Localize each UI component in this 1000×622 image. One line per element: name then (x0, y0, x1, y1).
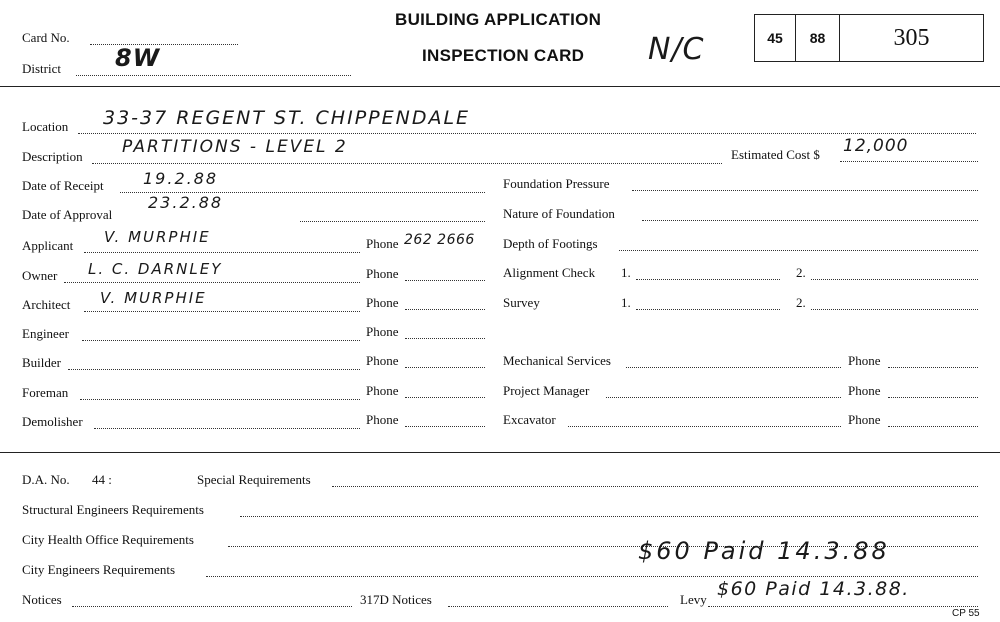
date-approval-value: 23.2.88 (148, 193, 224, 212)
excavator-phone-field (888, 426, 978, 427)
card-no-field (90, 44, 238, 45)
box-cell-a: 45 (755, 15, 796, 61)
district-label: District (22, 61, 61, 76)
architect-value: V. MURPHIE (100, 289, 207, 307)
engineer-field (82, 340, 360, 341)
levy-value: $60 Paid 14.3.88. (717, 578, 910, 600)
da-value: 44 : (92, 472, 112, 487)
alignment-2-field (811, 279, 978, 280)
foreman-field (80, 399, 360, 400)
levy-field (708, 606, 978, 607)
owner-phone-field (405, 280, 485, 281)
engineer-label: Engineer (22, 326, 69, 341)
builder-phone-label: Phone (366, 353, 399, 368)
foreman-phone-field (405, 397, 485, 398)
estimated-cost-field (840, 161, 978, 162)
alignment-check-label: Alignment Check (503, 265, 596, 280)
card-number-box (754, 14, 984, 62)
survey-2-label: 2. (796, 295, 806, 310)
estimated-cost-value: 12,000 (843, 136, 909, 156)
alignment-2-label: 2. (796, 265, 806, 280)
applicant-label: Applicant (22, 238, 74, 253)
city-engineers-label: City Engineers Requirements (22, 562, 176, 577)
owner-field (64, 282, 360, 283)
notices-317d-label: 317D Notices (360, 592, 432, 607)
depth-footings-label: Depth of Footings (503, 236, 598, 251)
estimated-cost-label: Estimated Cost $ (731, 147, 820, 162)
applicant-phone-value: 262 2666 (404, 232, 475, 248)
owner-phone-label: Phone (366, 266, 399, 281)
alignment-1-label: 1. (621, 265, 631, 280)
mechanical-label: Mechanical Services (503, 353, 611, 368)
title-line2: INSPECTION CARD (422, 46, 585, 65)
foundation-pressure-field (632, 190, 978, 191)
builder-phone-field (405, 367, 485, 368)
title-line1: BUILDING APPLICATION (395, 10, 602, 29)
builder-field (68, 369, 360, 370)
description-field (92, 163, 722, 164)
architect-field (84, 311, 360, 312)
city-engineers-note: $60 Paid 14.3.88 (638, 537, 890, 565)
excavator-phone-label: Phone (848, 412, 881, 427)
project-manager-phone-label: Phone (848, 383, 881, 398)
box-cell-b: 88 (796, 15, 840, 61)
survey-1-label: 1. (621, 295, 631, 310)
nature-foundation-field (642, 220, 978, 221)
architect-phone-label: Phone (366, 295, 399, 310)
architect-phone-field (405, 309, 485, 310)
excavator-field (568, 426, 841, 427)
engineer-phone-field (405, 338, 485, 339)
survey-2-field (811, 309, 978, 310)
date-approval-field (300, 221, 485, 222)
builder-label: Builder (22, 355, 61, 370)
description-label: Description (22, 149, 83, 164)
structural-label: Structural Engineers Requirements (22, 502, 204, 517)
survey-label: Survey (503, 295, 540, 310)
notices-field (72, 606, 352, 607)
city-engineers-field (206, 576, 978, 577)
lower-rule (0, 452, 1000, 453)
special-requirements-label: Special Requirements (197, 472, 311, 487)
nature-foundation-label: Nature of Foundation (503, 206, 615, 221)
owner-value: L. C. DARNLEY (88, 260, 223, 278)
notices-317d-field (448, 606, 668, 607)
alignment-1-field (636, 279, 780, 280)
demolisher-phone-label: Phone (366, 412, 399, 427)
mechanical-phone-label: Phone (848, 353, 881, 368)
demolisher-label: Demolisher (22, 414, 83, 429)
date-receipt-value: 19.2.88 (143, 169, 219, 188)
location-field (78, 133, 976, 134)
notices-label: Notices (22, 592, 62, 607)
project-manager-phone-field (888, 397, 978, 398)
description-value: PARTITIONS - LEVEL 2 (122, 137, 348, 157)
applicant-value: V. MURPHIE (104, 228, 211, 246)
engineer-phone-label: Phone (366, 324, 399, 339)
survey-1-field (636, 309, 780, 310)
box-cell-number: 305 (893, 24, 930, 51)
applicant-field (84, 252, 360, 253)
demolisher-phone-field (405, 426, 485, 427)
project-manager-label: Project Manager (503, 383, 590, 398)
location-value: 33-37 REGENT ST. CHIPPENDALE (103, 107, 471, 129)
date-receipt-label: Date of Receipt (22, 178, 104, 193)
card-no-label: Card No. (22, 30, 70, 45)
owner-label: Owner (22, 268, 58, 283)
depth-footings-field (619, 250, 978, 251)
structural-field (240, 516, 978, 517)
nc-mark: N/C (648, 32, 705, 67)
foreman-label: Foreman (22, 385, 69, 400)
district-value: 8W (115, 44, 161, 72)
special-requirements-field (332, 486, 978, 487)
project-manager-field (606, 397, 841, 398)
city-health-label: City Health Office Requirements (22, 532, 194, 547)
excavator-label: Excavator (503, 412, 556, 427)
header-rule (0, 86, 1000, 87)
levy-label: Levy (680, 592, 707, 607)
date-approval-label: Date of Approval (22, 207, 113, 222)
da-label: D.A. No. (22, 472, 70, 487)
mechanical-phone-field (888, 367, 978, 368)
architect-label: Architect (22, 297, 71, 312)
applicant-phone-label: Phone (366, 236, 399, 251)
demolisher-field (94, 428, 360, 429)
foundation-pressure-label: Foundation Pressure (503, 176, 610, 191)
foreman-phone-label: Phone (366, 383, 399, 398)
mechanical-field (626, 367, 841, 368)
district-field (76, 75, 351, 76)
form-code: CP 55 (952, 608, 980, 619)
location-label: Location (22, 119, 69, 134)
